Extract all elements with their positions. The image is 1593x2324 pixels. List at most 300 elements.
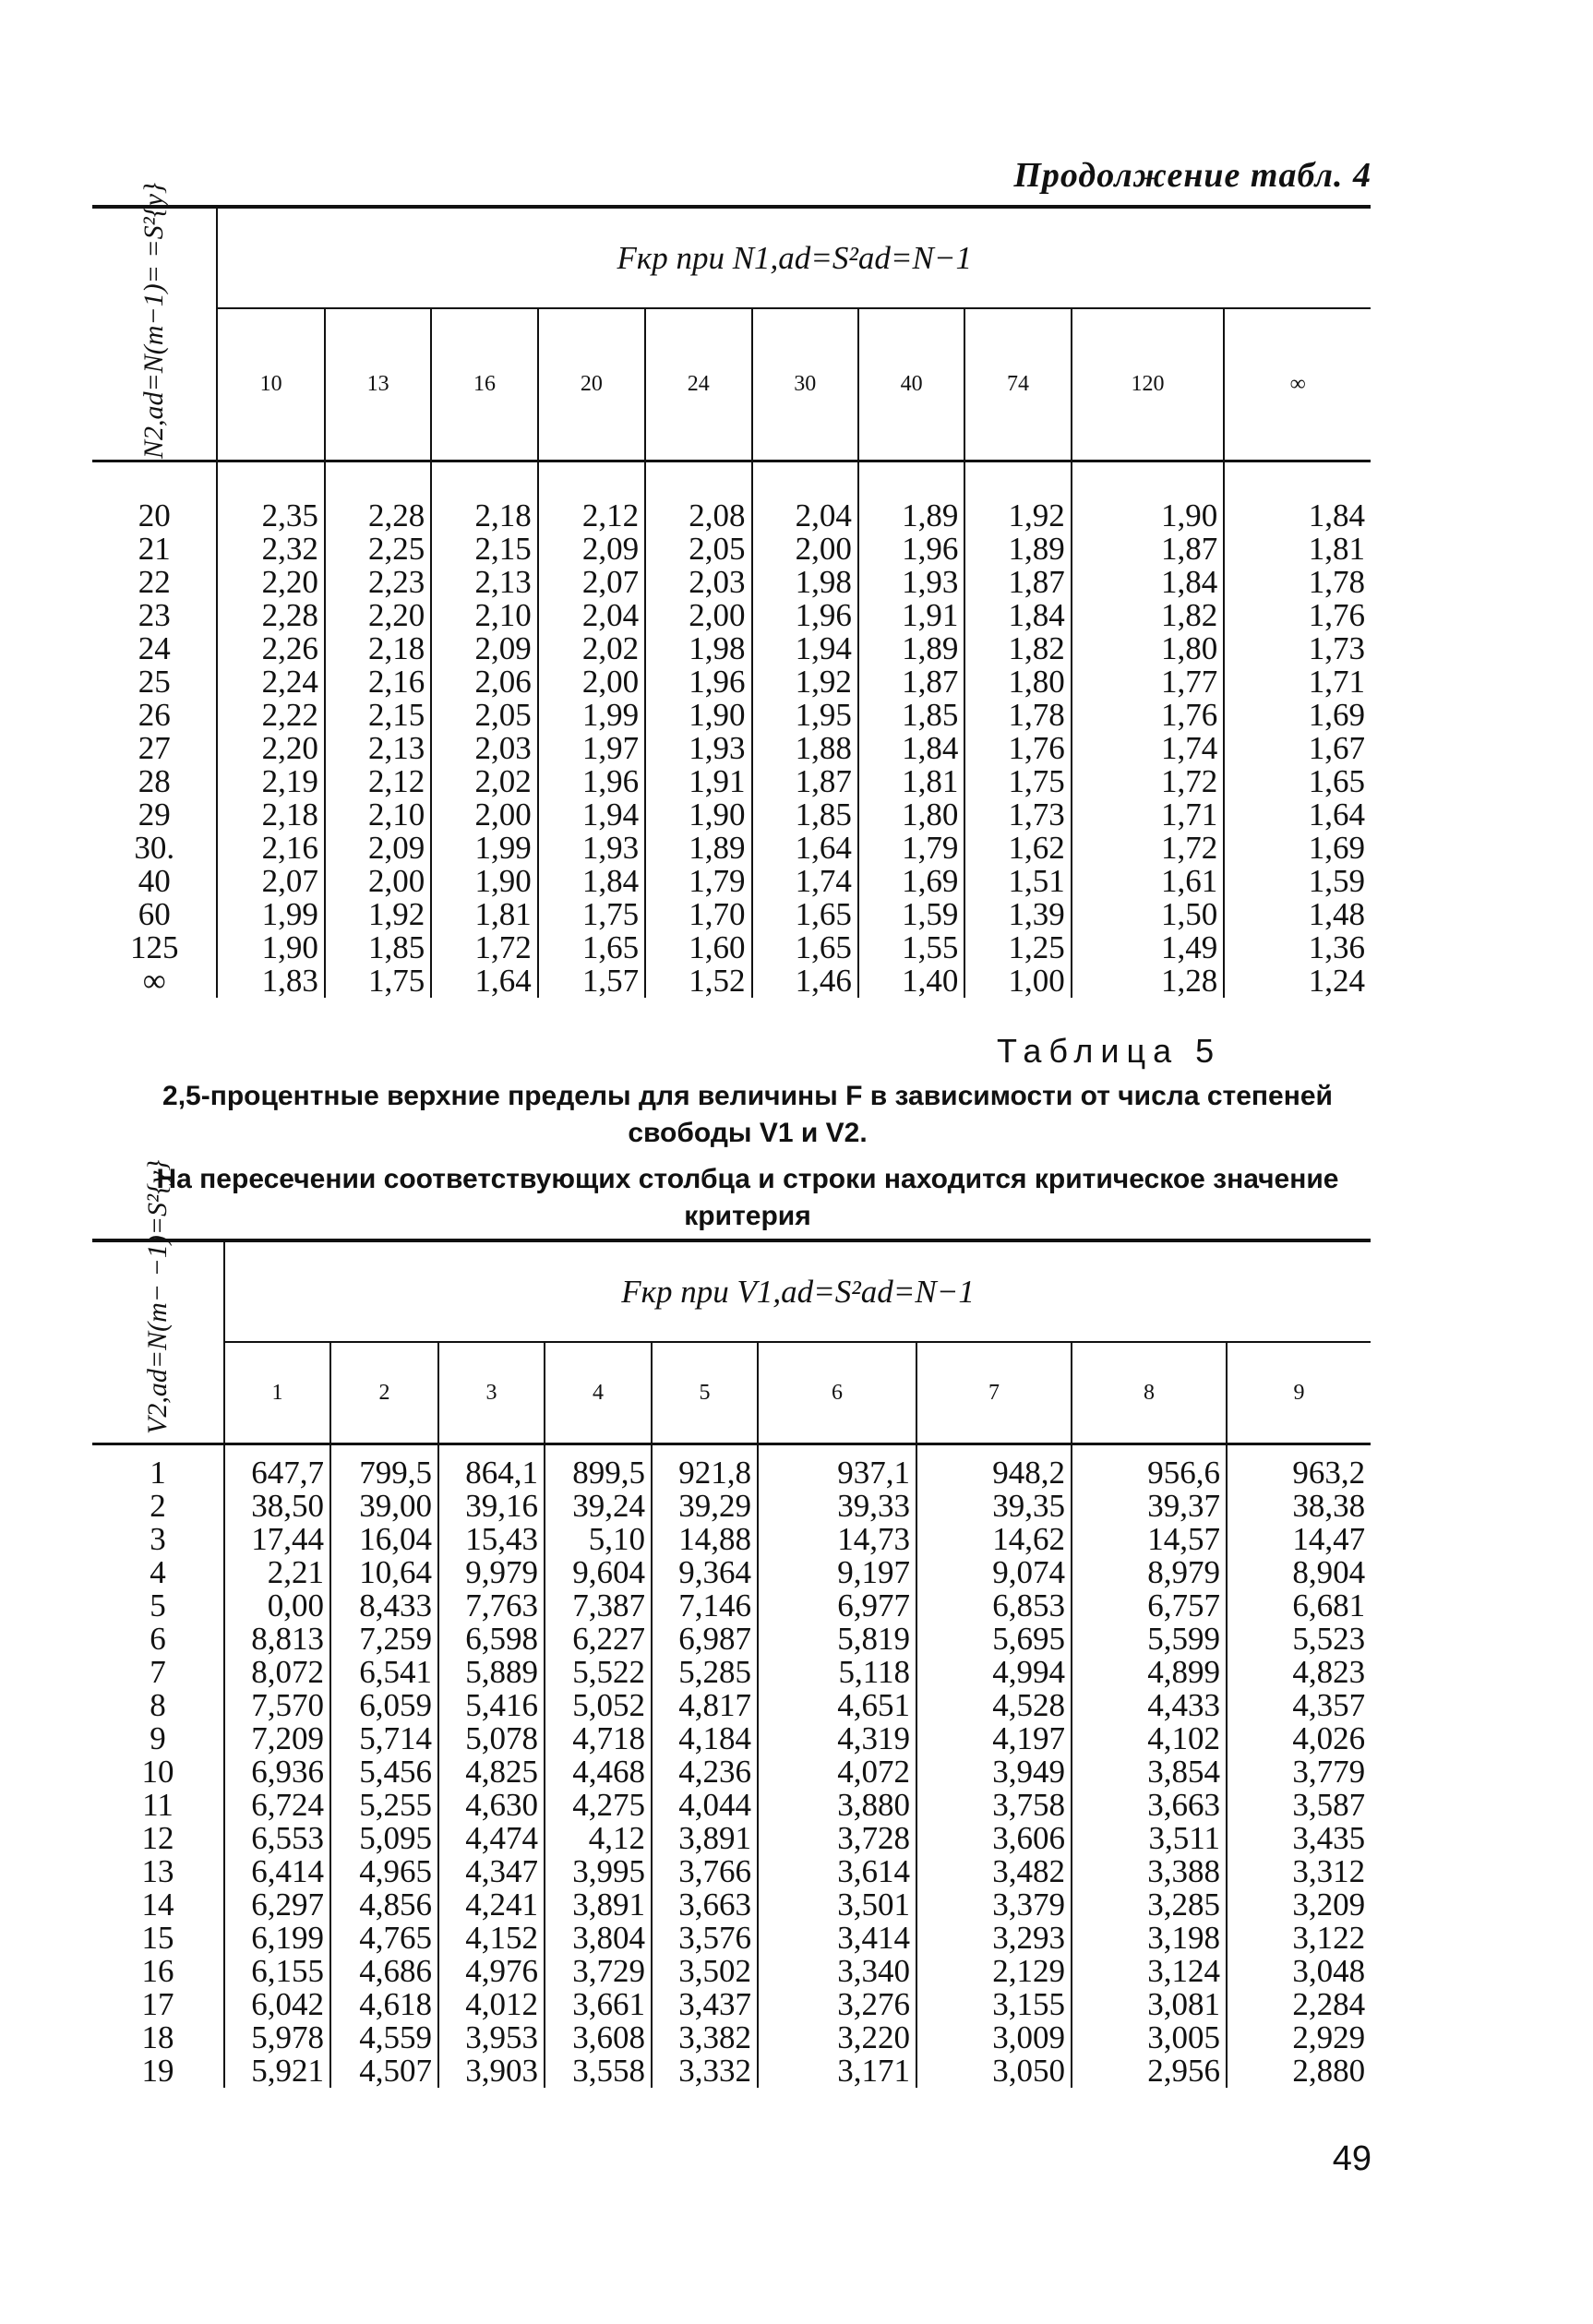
table-cell: 3,482: [992, 1852, 1065, 1889]
table-cell: 3,663: [678, 1886, 751, 1923]
table-cell: 4,468: [572, 1753, 645, 1790]
row-key: 16: [141, 1952, 174, 1989]
value-column: [431, 461, 537, 998]
table-cell: 2,05: [689, 530, 746, 567]
table-cell: 2,06: [474, 663, 532, 700]
table-cell: 1,84: [902, 729, 959, 766]
table-cell: 4,197: [992, 1719, 1065, 1756]
page-number: 49: [1332, 2139, 1371, 2178]
row-key: 7: [150, 1653, 166, 1690]
table-cell: 6,059: [359, 1686, 432, 1723]
table-cell: 1,65: [581, 928, 640, 965]
value-column: [964, 461, 1071, 998]
column-header: 74: [964, 308, 1071, 461]
table-cell: 2,20: [261, 729, 318, 766]
table-cell: 1,72: [1161, 829, 1218, 866]
table-cell: 948,2: [992, 1454, 1065, 1491]
table-cell: 3,285: [1147, 1886, 1220, 1923]
table-cell: 8,072: [251, 1653, 324, 1690]
row-key: 14: [141, 1886, 174, 1923]
table-cell: 1,91: [902, 596, 959, 633]
table-cell: 4,357: [1292, 1686, 1366, 1723]
table-cell: 3,437: [678, 1985, 751, 2022]
table-cell: 39,37: [1147, 1487, 1220, 1524]
table-cell: 3,728: [837, 1819, 910, 1856]
table-cell: 5,10: [588, 1520, 645, 1557]
table-cell: 1,96: [581, 762, 640, 799]
table-cell: 1,65: [1308, 762, 1365, 799]
table-cell: 2,25: [368, 530, 425, 567]
table-cell: 7,146: [678, 1587, 751, 1623]
table-cell: 3,340: [837, 1952, 910, 1989]
table-cell: 5,695: [992, 1620, 1065, 1657]
table-cell: 3,779: [1292, 1753, 1366, 1790]
table-cell: 2,18: [261, 796, 318, 833]
table-cell: 4,507: [359, 2052, 432, 2089]
table-cell: 2,12: [368, 762, 425, 799]
table-cell: 6,681: [1292, 1587, 1366, 1623]
value-column: [224, 1444, 330, 2088]
row-key: 20: [138, 497, 171, 533]
table-cell: 17,44: [251, 1520, 324, 1557]
table-cell: 6,987: [678, 1620, 751, 1657]
table-cell: 6,227: [572, 1620, 645, 1657]
table-cell: 3,663: [1147, 1786, 1220, 1823]
table-cell: 2,880: [1292, 2052, 1366, 2089]
table-cell: 963,2: [1292, 1454, 1366, 1491]
table-cell: 1,96: [795, 596, 852, 633]
table-cell: 6,757: [1147, 1587, 1220, 1623]
table-cell: 4,856: [359, 1886, 432, 1923]
f-title: Fкр при N1,ad=S²ad=N−1: [217, 207, 1371, 308]
table-cell: 4,630: [465, 1786, 538, 1823]
table-cell: 1,93: [689, 729, 746, 766]
table-cell: 7,209: [251, 1719, 324, 1756]
table-cell: 1,87: [1008, 563, 1065, 600]
row-key: 9: [150, 1719, 166, 1756]
table-cell: 1,94: [581, 796, 640, 833]
table-cell: 6,199: [251, 1919, 324, 1956]
table-cell: 2,28: [368, 497, 425, 533]
table-cell: 1,90: [1161, 497, 1218, 533]
table-cell: 38,38: [1292, 1487, 1366, 1524]
column-header: 120: [1072, 308, 1225, 461]
table-cell: 2,929: [1292, 2019, 1366, 2055]
table-cell: 864,1: [465, 1454, 538, 1491]
table-cell: 1,79: [689, 862, 746, 899]
column-header: 20: [538, 308, 645, 461]
table-cell: 4,817: [678, 1686, 751, 1723]
table-cell: 2,16: [261, 829, 318, 866]
table-cell: 1,69: [1308, 696, 1365, 733]
column-header: 40: [858, 308, 964, 461]
table-cell: 6,853: [992, 1587, 1065, 1623]
table-cell: 3,587: [1292, 1786, 1366, 1823]
table-cell: 2,19: [261, 762, 318, 799]
table-cell: 1,28: [1161, 962, 1218, 999]
column-header: 5: [652, 1342, 758, 1444]
table-cell: 3,122: [1292, 1919, 1366, 1956]
table-cell: 2,03: [474, 729, 532, 766]
table-cell: 3,995: [572, 1852, 645, 1889]
row-key: 11: [142, 1786, 174, 1823]
table-cell: 1,80: [1161, 629, 1218, 666]
table-cell: 1,80: [902, 796, 959, 833]
table-cell: 1,89: [1008, 530, 1065, 567]
value-column: [752, 461, 858, 998]
row-keys: [92, 1444, 224, 2088]
table-cell: 1,64: [795, 829, 852, 866]
table-cell: 3,511: [1148, 1819, 1220, 1856]
table-cell: 1,90: [689, 796, 746, 833]
table-cell: 6,724: [251, 1786, 324, 1823]
value-column: [758, 1444, 916, 2088]
table-5-label: Таблица 5: [997, 1032, 1222, 1070]
table-cell: 3,804: [572, 1919, 645, 1956]
table-cell: 1,96: [902, 530, 959, 567]
table-cell: 4,12: [588, 1819, 645, 1856]
table-cell: 15,43: [465, 1520, 538, 1557]
table-cell: 5,416: [465, 1686, 538, 1723]
table-cell: 1,85: [795, 796, 852, 833]
table-cell: 4,347: [465, 1852, 538, 1889]
table-cell: 3,124: [1147, 1952, 1220, 1989]
table-4: [92, 182, 1371, 999]
table-cell: 2,26: [261, 629, 318, 666]
table-cell: 1,81: [902, 762, 959, 799]
table-cell: 1,92: [1008, 497, 1065, 533]
row-key: 15: [141, 1919, 174, 1956]
table-cell: 1,82: [1008, 629, 1065, 666]
table-cell: 2,20: [368, 596, 425, 633]
table-5-caption-1: 2,5-процентные верхние пределы для величины F в зависимости от числа степеней свободы V1 и V2.: [162, 1081, 1333, 1148]
row-header-label: V2,ad=N(m− −1)=S²{y}: [142, 1159, 173, 1435]
table-cell: 2,15: [368, 696, 425, 733]
table-cell: 2,35: [261, 497, 318, 533]
table-cell: 6,553: [251, 1819, 324, 1856]
table-cell: 7,763: [465, 1587, 538, 1623]
table-cell: 1,90: [261, 928, 318, 965]
table-cell: 2,284: [1292, 1985, 1366, 2022]
table-cell: 5,889: [465, 1653, 538, 1690]
column-header: 10: [217, 308, 324, 461]
table-cell: 4,559: [359, 2019, 432, 2055]
table-cell: 1,74: [1161, 729, 1218, 766]
table-cell: 2,09: [368, 829, 425, 866]
table-cell: 2,05: [474, 696, 532, 733]
table-cell: 1,57: [581, 962, 640, 999]
table-cell: 2,02: [581, 629, 640, 666]
table-cell: 1,85: [902, 696, 959, 733]
row-key: 25: [138, 663, 171, 700]
table-cell: 2,32: [261, 530, 318, 567]
table-cell: 3,729: [572, 1952, 645, 1989]
column-header: 3: [438, 1342, 545, 1444]
table-cell: 14,73: [837, 1520, 910, 1557]
table-cell: 39,35: [992, 1487, 1065, 1524]
table-cell: 1,74: [795, 862, 852, 899]
table-cell: 1,71: [1161, 796, 1218, 833]
table-cell: 1,88: [795, 729, 852, 766]
row-key: 60: [138, 895, 171, 932]
table-cell: 2,15: [474, 530, 532, 567]
table-cell: 7,259: [359, 1620, 432, 1657]
column-header: 9: [1227, 1342, 1371, 1444]
table-cell: 3,854: [1147, 1753, 1220, 1790]
table-cell: 9,197: [837, 1553, 910, 1590]
column-header: 4: [545, 1342, 652, 1444]
value-column: [545, 1444, 652, 2088]
table-cell: 5,078: [465, 1719, 538, 1756]
column-header: 8: [1072, 1342, 1227, 1444]
table-cell: 14,57: [1147, 1520, 1220, 1557]
column-header: 2: [330, 1342, 438, 1444]
table-cell: 2,21: [267, 1553, 324, 1590]
table-cell: 1,65: [795, 928, 852, 965]
table-cell: 5,052: [572, 1686, 645, 1723]
row-key: 26: [138, 696, 171, 733]
table-cell: 5,921: [251, 2052, 324, 2089]
table-cell: 1,65: [795, 895, 852, 932]
table-cell: 2,02: [474, 762, 532, 799]
table-cell: 1,48: [1308, 895, 1365, 932]
table-cell: 2,00: [795, 530, 852, 567]
table-cell: 1,72: [474, 928, 532, 965]
table-cell: 1,69: [902, 862, 959, 899]
table-cell: 5,285: [678, 1653, 751, 1690]
row-key: 3: [150, 1520, 166, 1557]
value-column: [1224, 461, 1371, 998]
continuation-note: Продолжение табл. 4: [1013, 156, 1371, 195]
table-cell: 3,502: [678, 1952, 751, 1989]
table-cell: 1,83: [261, 962, 318, 999]
table-cell: 2,00: [474, 796, 532, 833]
table-cell: 5,978: [251, 2019, 324, 2055]
table-cell: 2,03: [689, 563, 746, 600]
table-cell: 4,765: [359, 1919, 432, 1956]
table-cell: 2,10: [368, 796, 425, 833]
table-cell: 4,994: [992, 1653, 1065, 1690]
table-cell: 1,79: [902, 829, 959, 866]
table-cell: 3,379: [992, 1886, 1065, 1923]
row-header-label: N2,ad=N(m−1)= =S²{y}: [138, 182, 170, 459]
table-cell: 2,956: [1147, 2052, 1220, 2089]
table-cell: 1,99: [581, 696, 640, 733]
table-cell: 14,88: [678, 1520, 751, 1557]
table-cell: 7,387: [572, 1587, 645, 1623]
table-cell: 1,73: [1308, 629, 1365, 666]
table-cell: 1,94: [795, 629, 852, 666]
table-cell: 4,241: [465, 1886, 538, 1923]
table-cell: 1,87: [1161, 530, 1218, 567]
table-cell: 3,081: [1147, 1985, 1220, 2022]
table-cell: 1,39: [1008, 895, 1065, 932]
table-cell: 1,85: [368, 928, 425, 965]
table-cell: 1,61: [1161, 862, 1218, 899]
column-header: 13: [325, 308, 431, 461]
table-cell: 6,414: [251, 1852, 324, 1889]
table-cell: 1,69: [1308, 829, 1365, 866]
table-cell: 5,523: [1292, 1620, 1366, 1657]
row-key: 125: [129, 928, 179, 965]
row-key: 27: [138, 729, 171, 766]
table-cell: 16,04: [359, 1520, 432, 1557]
table-cell: 9,979: [465, 1553, 538, 1590]
table-cell: 3,606: [992, 1819, 1065, 1856]
table-cell: 3,009: [992, 2019, 1065, 2055]
table-cell: 1,93: [581, 829, 640, 866]
table-cell: 2,00: [368, 862, 425, 899]
table-cell: 1,52: [689, 962, 746, 999]
value-column: [438, 1444, 545, 2088]
row-key: 12: [141, 1819, 174, 1856]
row-key: 13: [141, 1852, 174, 1889]
table-cell: 39,29: [678, 1487, 751, 1524]
table-cell: 1,84: [581, 862, 640, 899]
table-cell: 1,71: [1308, 663, 1365, 700]
row-key: 8: [150, 1686, 166, 1723]
table-cell: 1,84: [1008, 596, 1065, 633]
column-header: 6: [758, 1342, 916, 1444]
table-cell: 3,558: [572, 2052, 645, 2089]
table-cell: 1,84: [1308, 497, 1365, 533]
table-cell: 1,76: [1008, 729, 1065, 766]
table-cell: 647,7: [251, 1454, 324, 1491]
table-cell: 1,72: [1161, 762, 1218, 799]
table-cell: 4,044: [678, 1786, 751, 1823]
table-cell: 1,62: [1008, 829, 1065, 866]
table-cell: 2,16: [368, 663, 425, 700]
table-cell: 2,00: [689, 596, 746, 633]
column-header: 30: [752, 308, 858, 461]
table-cell: 1,50: [1161, 895, 1218, 932]
table-cell: 3,312: [1292, 1852, 1366, 1889]
table-cell: 4,686: [359, 1952, 432, 1989]
table-cell: 14,62: [992, 1520, 1065, 1557]
table-cell: 5,522: [572, 1653, 645, 1690]
table-cell: 3,155: [992, 1985, 1065, 2022]
table-cell: 8,979: [1147, 1553, 1220, 1590]
row-header: [92, 1159, 224, 1444]
table-cell: 5,819: [837, 1620, 910, 1657]
table-cell: 4,976: [465, 1952, 538, 1989]
table-cell: 4,319: [837, 1719, 910, 1756]
row-key: 22: [138, 563, 171, 600]
table-cell: 2,22: [261, 696, 318, 733]
table-cell: 5,456: [359, 1753, 432, 1790]
table-cell: 3,171: [837, 2052, 910, 2089]
table-cell: 1,98: [689, 629, 746, 666]
row-key: 21: [138, 530, 171, 567]
table-cell: 4,152: [465, 1919, 538, 1956]
table-cell: 1,84: [1161, 563, 1218, 600]
table-cell: 6,977: [837, 1587, 910, 1623]
table-cell: 39,16: [465, 1487, 538, 1524]
table-cell: 3,661: [572, 1985, 645, 2022]
table-cell: 1,00: [1008, 962, 1065, 999]
row-key: 23: [138, 596, 171, 633]
table-cell: 1,81: [474, 895, 532, 932]
table-cell: 3,276: [837, 1985, 910, 2022]
table-cell: 1,89: [902, 629, 959, 666]
table-cell: 3,220: [837, 2019, 910, 2055]
table-cell: 1,98: [795, 563, 852, 600]
table-cell: 1,89: [902, 497, 959, 533]
table-cell: 1,75: [581, 895, 640, 932]
table-cell: 799,5: [359, 1454, 432, 1491]
table-cell: 3,005: [1147, 2019, 1220, 2055]
table-cell: 3,198: [1147, 1919, 1220, 1956]
table-cell: 1,70: [689, 895, 746, 932]
value-column: [645, 461, 751, 998]
table-cell: 2,24: [261, 663, 318, 700]
f-title: Fкр при V1,ad=S²ad=N−1: [224, 1240, 1371, 1342]
table-cell: 3,953: [465, 2019, 538, 2055]
table-cell: 3,293: [992, 1919, 1065, 1956]
table-cell: 3,332: [678, 2052, 751, 2089]
table-cell: 2,18: [368, 629, 425, 666]
value-column: [325, 461, 431, 998]
value-column: [1072, 461, 1225, 998]
column-header: 16: [431, 308, 537, 461]
column-header: 24: [645, 308, 751, 461]
table-cell: 3,209: [1292, 1886, 1366, 1923]
table-cell: 1,40: [902, 962, 959, 999]
table-cell: 1,49: [1161, 928, 1218, 965]
row-key: 10: [141, 1753, 174, 1790]
table-cell: 4,528: [992, 1686, 1065, 1723]
table-cell: 4,026: [1292, 1719, 1366, 1756]
table-cell: 3,614: [837, 1852, 910, 1889]
row-key: 18: [141, 2019, 174, 2055]
table-cell: 4,072: [837, 1753, 910, 1790]
table-cell: 3,048: [1292, 1952, 1366, 1989]
table-cell: 3,949: [992, 1753, 1065, 1790]
table-cell: 6,042: [251, 1985, 324, 2022]
table-cell: 3,891: [572, 1886, 645, 1923]
table-cell: 1,99: [474, 829, 532, 866]
value-column: [652, 1444, 758, 2088]
table-cell: 1,24: [1308, 962, 1365, 999]
table-cell: 1,36: [1308, 928, 1365, 965]
table-cell: 2,20: [261, 563, 318, 600]
table-cell: 2,12: [581, 497, 640, 533]
table-cell: 1,76: [1161, 696, 1218, 733]
table-cell: 1,80: [1008, 663, 1065, 700]
value-column: [916, 1444, 1072, 2088]
table-cell: 1,64: [1308, 796, 1365, 833]
table-cell: 1,97: [581, 729, 640, 766]
table-cell: 3,382: [678, 2019, 751, 2055]
table-cell: 1,55: [902, 928, 959, 965]
table-cell: 3,414: [837, 1919, 910, 1956]
table-cell: 1,93: [902, 563, 959, 600]
row-keys: [92, 461, 217, 998]
table-cell: 2,07: [581, 563, 640, 600]
table-cell: 4,651: [837, 1686, 910, 1723]
value-column: [1072, 1444, 1227, 2088]
table-cell: 1,67: [1308, 729, 1365, 766]
table-cell: 1,51: [1008, 862, 1065, 899]
table-cell: 2,00: [581, 663, 640, 700]
table-cell: 2,08: [689, 497, 746, 533]
table-cell: 937,1: [837, 1454, 910, 1491]
value-column: [330, 1444, 438, 2088]
table-cell: 9,364: [678, 1553, 751, 1590]
table-cell: 4,012: [465, 1985, 538, 2022]
row-key: 29: [138, 796, 171, 833]
table-cell: 6,541: [359, 1653, 432, 1690]
